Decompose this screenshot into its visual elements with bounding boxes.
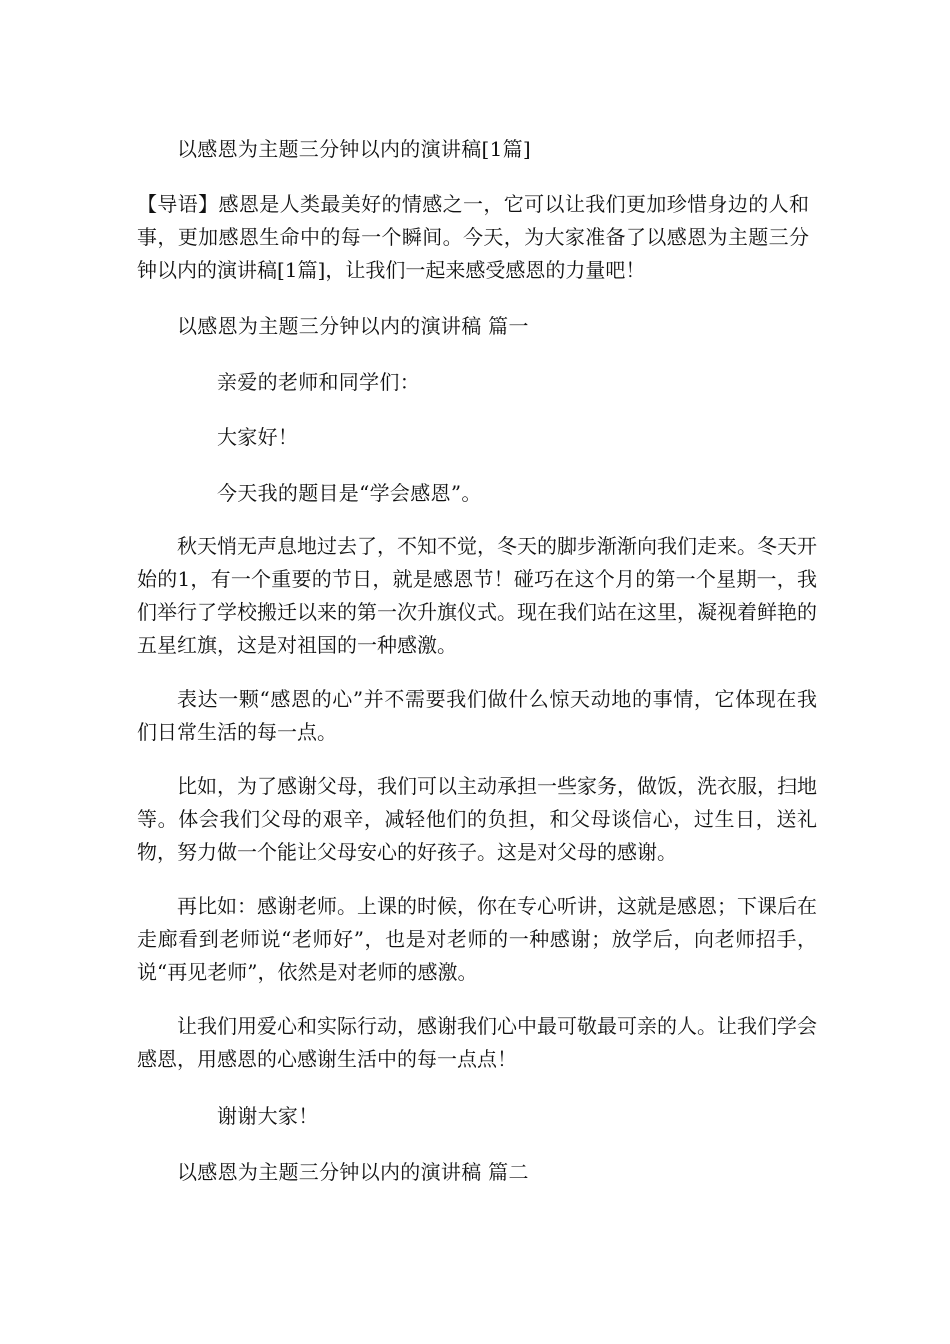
document-title: 以感恩为主题三分钟以内的演讲稿[1篇] (177, 137, 532, 161)
body-paragraph-4: 再比如：感谢老师。上课的时候，你在专心听讲，这就是感恩；下课后在走廊看到老师说“老师好”，也是对老师的一种感谢；放学后，向老师招手，说“再见老师”，依然是对老师的感激。 (137, 894, 817, 984)
closing: 谢谢大家！ (217, 1104, 319, 1128)
section-heading-1: 以感恩为主题三分钟以内的演讲稿 篇一 (177, 314, 529, 338)
salutation: 亲爱的老师和同学们： (217, 370, 420, 394)
body-paragraph-2: 表达一颗“感恩的心”并不需要我们做什么惊天动地的事情，它体现在我们日常生活的每一点。 (137, 687, 817, 744)
body-paragraph-3: 比如，为了感谢父母，我们可以主动承担一些家务，做饭，洗衣服，扫地等。体会我们父母的艰辛，减轻他们的负担，和父母谈信心，过生日，送礼物，努力做一个能让父母安心的好孩子。这是对父母的感谢。 (137, 774, 817, 864)
speech-topic: 今天我的题目是“学会感恩”。 (217, 481, 482, 505)
greeting: 大家好！ (217, 425, 299, 449)
body-paragraph-1: 秋天悄无声息地过去了，不知不觉，冬天的脚步渐渐向我们走来。冬天开始的1，有一个重要的节日，就是感恩节！碰巧在这个月的第一个星期一，我们举行了学校搬迁以来的第一次升旗仪式。现在我们站在这里，凝视着鲜艳的五星红旗，这是对祖国的一种感激。 (137, 534, 817, 657)
body-paragraph-5: 让我们用爱心和实际行动，感谢我们心中最可敬最可亲的人。让我们学会感恩，用感恩的心感谢生活中的每一点点！ (137, 1014, 817, 1071)
intro-paragraph: 【导语】感恩是人类最美好的情感之一，它可以让我们更加珍惜身边的人和事，更加感恩生命中的每一个瞬间。今天，为大家准备了以感恩为主题三分钟以内的演讲稿[1篇]，让我们一起来感受感恩的力量吧！ (137, 192, 809, 282)
section-heading-2: 以感恩为主题三分钟以内的演讲稿 篇二 (177, 1160, 529, 1184)
